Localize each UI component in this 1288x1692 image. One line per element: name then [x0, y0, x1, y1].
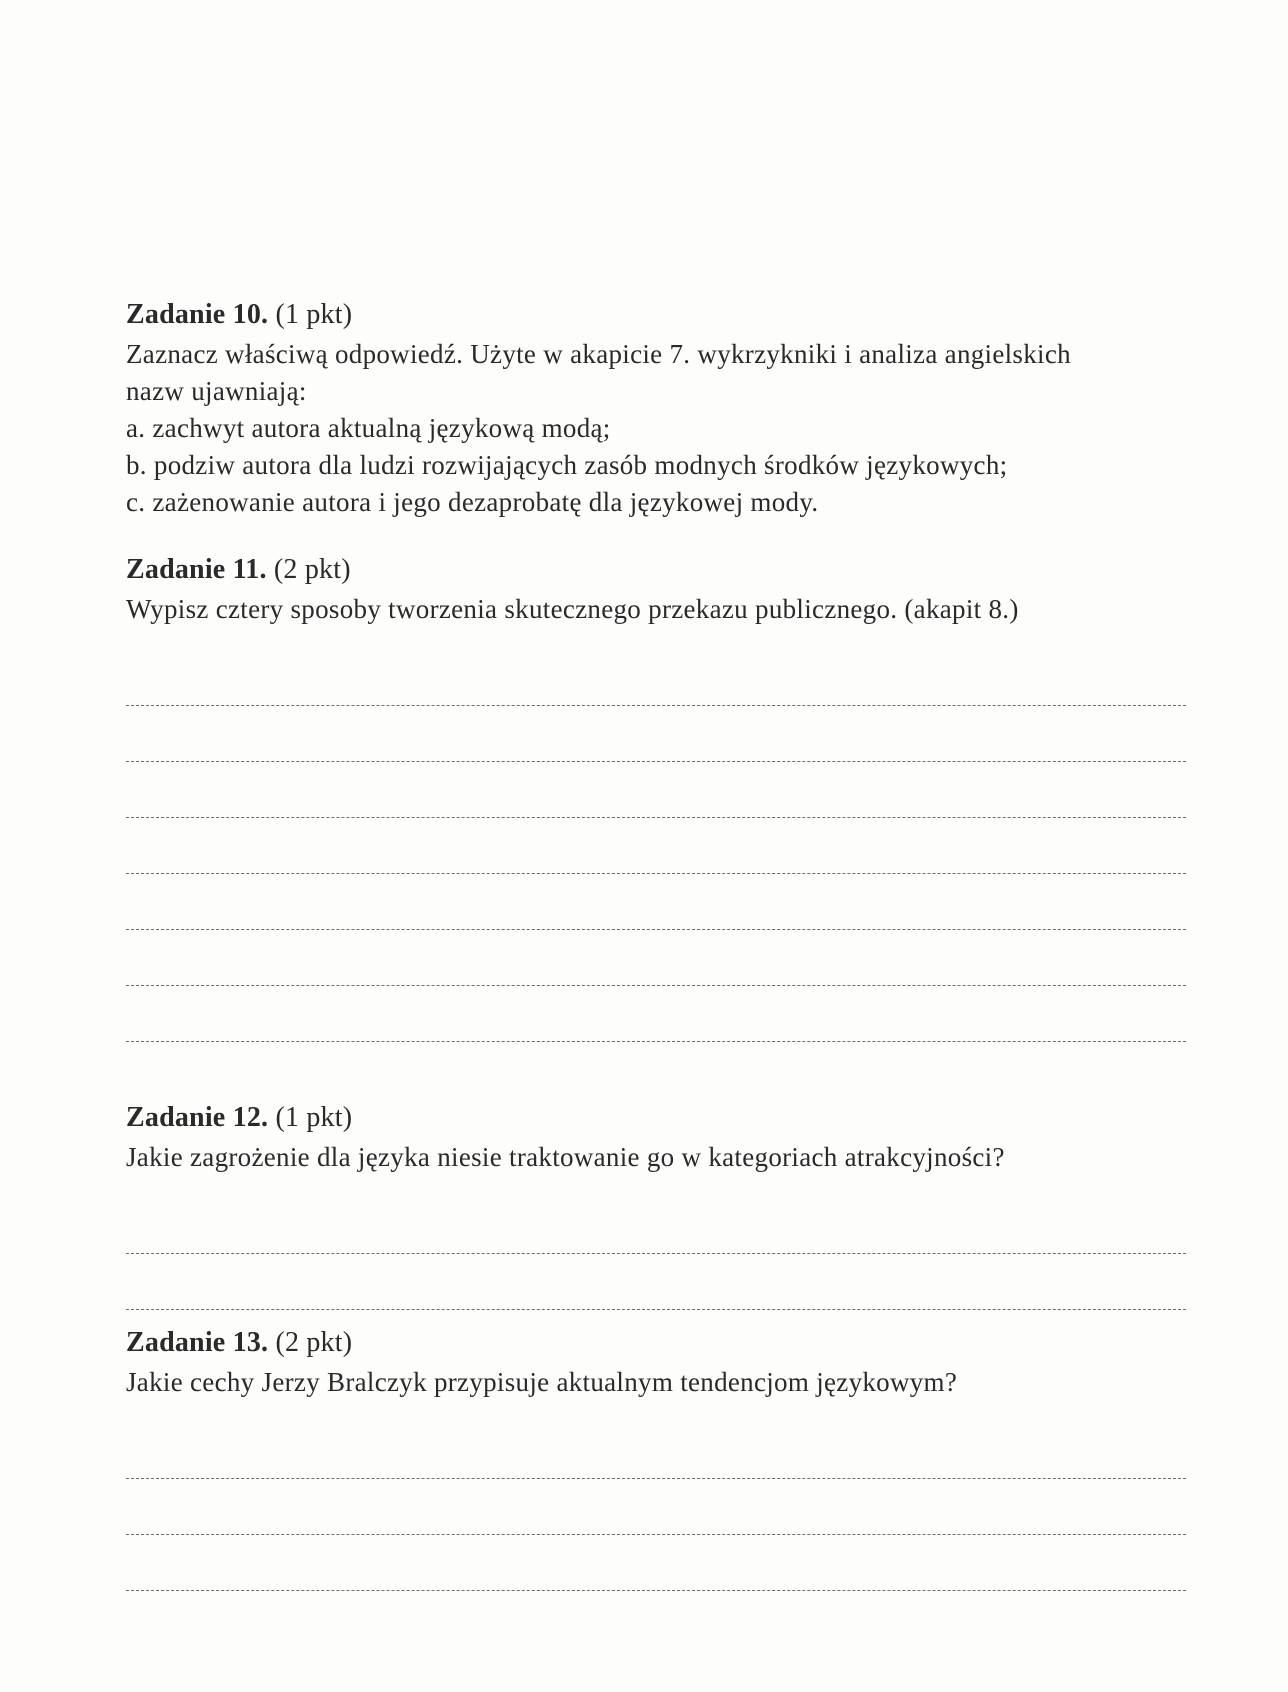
option-b[interactable]: b. podziw autora dla ludzi rozwijających zasób modnych środków językowych; — [126, 450, 1008, 480]
task-13-title — [126, 1326, 1196, 1360]
task-13-answer-area[interactable] — [126, 1423, 1196, 1591]
task-11 — [126, 553, 1196, 1042]
task-10-title — [126, 298, 1196, 332]
task-12-question — [126, 1139, 1196, 1176]
task-11-label: Zadanie 11. — [126, 554, 267, 585]
answer-line[interactable] — [126, 1479, 1186, 1535]
task-12-answer-area[interactable] — [126, 1198, 1196, 1310]
answer-line[interactable] — [126, 1535, 1186, 1591]
answer-line[interactable] — [126, 1423, 1186, 1479]
task-10-question — [126, 336, 1196, 410]
answer-line[interactable] — [126, 762, 1186, 818]
task-11-question-line-1: Wypisz cztery sposoby tworzenia skutecznego przekazu publicznego. (akapit 8.) — [126, 594, 1019, 624]
answer-line[interactable] — [126, 986, 1186, 1042]
task-13 — [126, 1326, 1196, 1591]
task-13-points: (2 pkt) — [275, 1327, 353, 1358]
answer-line[interactable] — [126, 874, 1186, 930]
task-13-question — [126, 1364, 1196, 1401]
task-13-question-line-1: Jakie cechy Jerzy Bralczyk przypisuje aktualnym tendencjom językowym? — [126, 1367, 958, 1397]
option-a[interactable]: a. zachwyt autora aktualną językową modą; — [126, 413, 611, 443]
task-11-answer-area[interactable] — [126, 650, 1196, 1042]
answer-line[interactable] — [126, 930, 1186, 986]
task-12-question-line-1: Jakie zagrożenie dla języka niesie traktowanie go w kategoriach atrakcyjności? — [126, 1142, 1005, 1172]
task-10 — [126, 298, 1196, 521]
task-12-points: (1 pkt) — [275, 1102, 353, 1133]
answer-line[interactable] — [126, 1198, 1186, 1254]
task-10-points: (1 pkt) — [275, 299, 353, 330]
answer-line[interactable] — [126, 1254, 1186, 1310]
task-11-question — [126, 591, 1196, 628]
answer-line[interactable] — [126, 650, 1186, 706]
task-12 — [126, 1101, 1196, 1310]
task-10-question-line-2: nazw ujawniają: — [126, 376, 307, 406]
task-10-label: Zadanie 10. — [126, 299, 269, 330]
task-12-title — [126, 1101, 1196, 1135]
answer-line[interactable] — [126, 818, 1186, 874]
task-13-label: Zadanie 13. — [126, 1327, 269, 1358]
task-10-options — [126, 410, 1196, 521]
task-11-title — [126, 553, 1196, 587]
task-10-question-line-1: Zaznacz właściwą odpowiedź. Użyte w akapicie 7. wykrzykniki i analiza angielskich — [126, 339, 1071, 369]
task-12-label: Zadanie 12. — [126, 1102, 269, 1133]
answer-line[interactable] — [126, 706, 1186, 762]
task-11-points: (2 pkt) — [273, 554, 351, 585]
option-c[interactable]: c. zażenowanie autora i jego dezaprobatę dla językowej mody. — [126, 487, 819, 517]
